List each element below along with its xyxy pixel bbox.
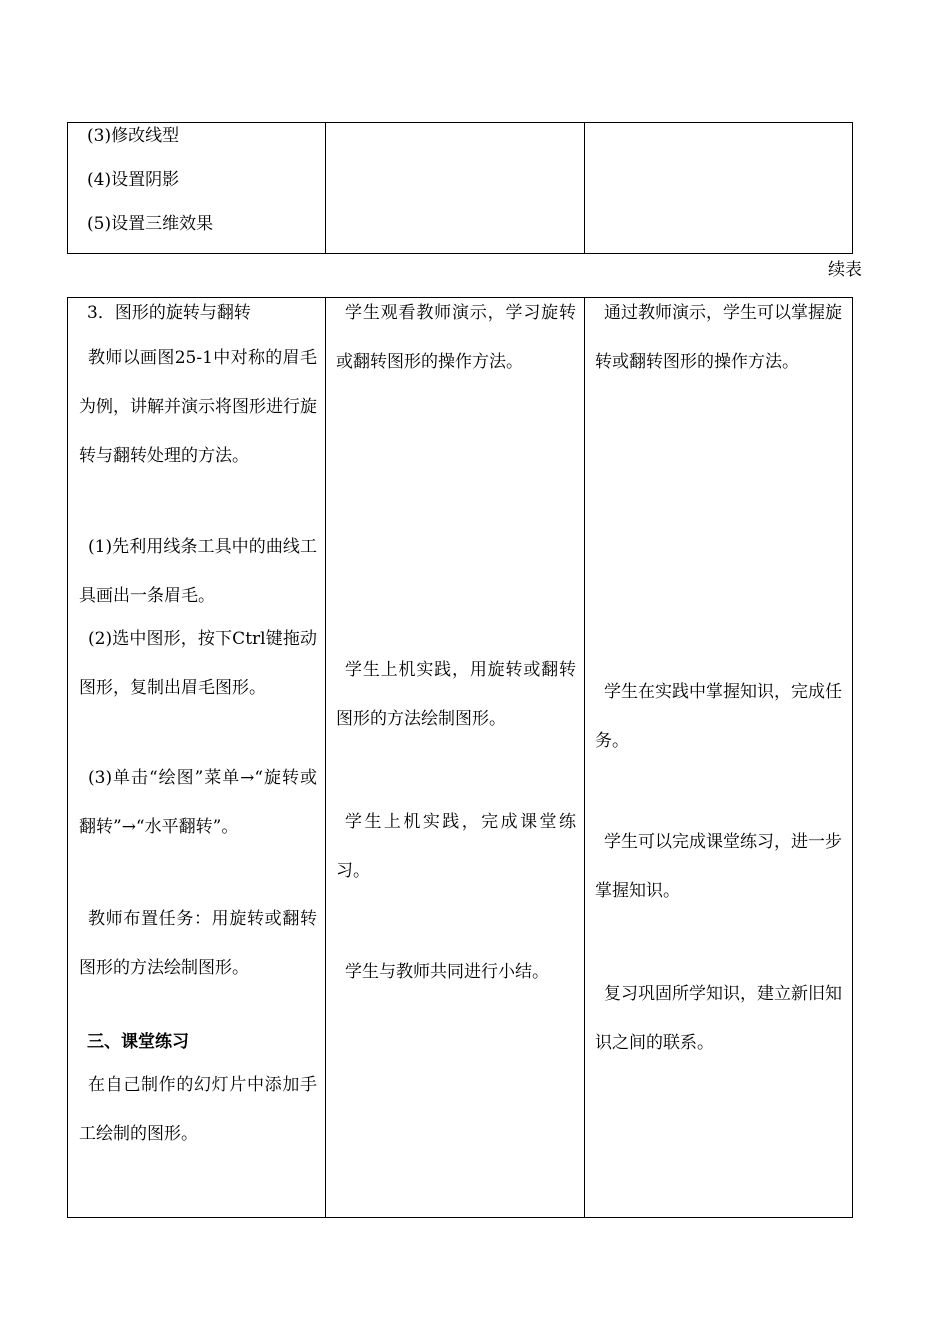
student-activity-a: 学生观看教师演示，学习旋转或翻转图形的操作方法。 xyxy=(336,303,576,372)
section-heading-rotation: 3．图形的旋转与翻转 xyxy=(87,303,251,323)
teacher-activity-column xyxy=(68,298,326,1217)
design-intent-column xyxy=(585,298,852,1217)
step-2-text: (2)选中图形，按下Ctrl键拖动图形，复制出眉毛图形。 xyxy=(79,629,317,698)
student-activity-b: 学生上机实践，用旋转或翻转图形的方法绘制图形。 xyxy=(336,660,576,729)
design-intent-c: 学生可以完成课堂练习，进一步掌握知识。 xyxy=(595,832,842,901)
continued-table-label: 续表 xyxy=(828,260,862,280)
student-activity-c: 学生上机实践，完成课堂练习。 xyxy=(336,812,576,881)
student-activity-d: 学生与教师共同进行小结。 xyxy=(345,962,549,982)
section-title-practice: 三、课堂练习 xyxy=(87,1032,189,1052)
design-intent-d: 复习巩固所学知识，建立新旧知识之间的联系。 xyxy=(595,984,842,1053)
teacher-intro-text: 教师以画图25-1中对称的眉毛为例，讲解并演示将图形进行旋转与翻转处理的方法。 xyxy=(79,348,317,466)
step-1-text: (1)先利用线条工具中的曲线工具画出一条眉毛。 xyxy=(79,537,317,606)
list-item: (4)设置阴影 xyxy=(87,170,180,190)
design-intent-b: 学生在实践中掌握知识，完成任务。 xyxy=(595,682,842,751)
student-activity-column xyxy=(326,298,585,1217)
table1-column-1 xyxy=(68,123,326,253)
list-item: (3)修改线型 xyxy=(87,126,180,146)
lesson-table xyxy=(67,297,853,1218)
table1-column-3 xyxy=(585,123,852,253)
table-continued-top xyxy=(67,122,853,254)
list-item: (5)设置三维效果 xyxy=(87,214,214,234)
table1-column-2 xyxy=(326,123,585,253)
practice-text: 在自己制作的幻灯片中添加手工绘制的图形。 xyxy=(79,1075,317,1144)
step-3-text: (3)单击“绘图”菜单→“旋转或翻转”→“水平翻转”。 xyxy=(79,768,317,837)
design-intent-a: 通过教师演示，学生可以掌握旋转或翻转图形的操作方法。 xyxy=(595,303,842,372)
task-text: 教师布置任务：用旋转或翻转图形的方法绘制图形。 xyxy=(79,909,317,978)
